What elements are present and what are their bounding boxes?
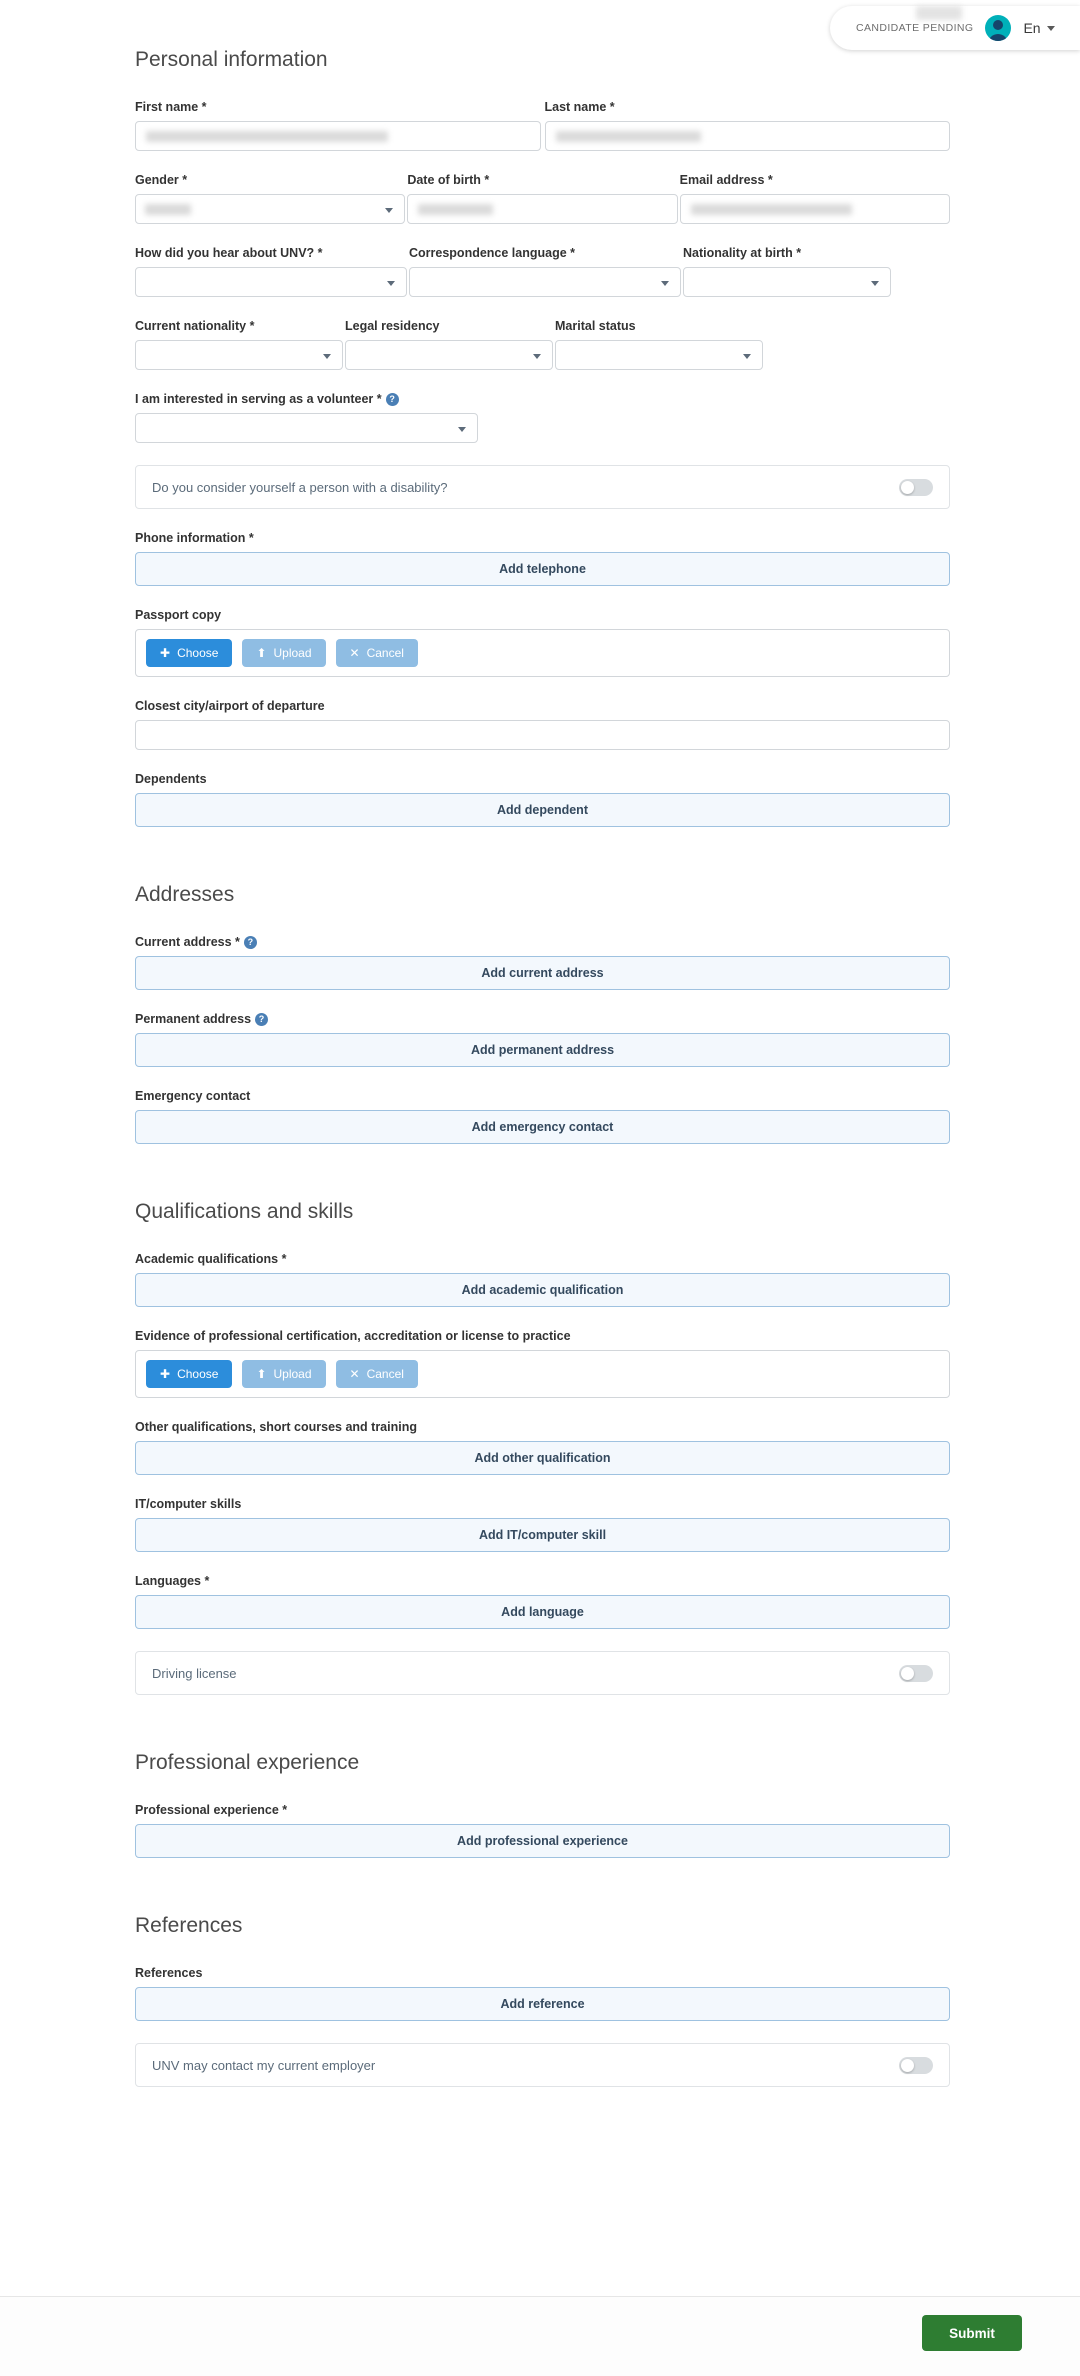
passport-upload-box xyxy=(135,629,950,677)
field-first-name xyxy=(135,100,541,151)
add-dependent-button[interactable]: Add dependent xyxy=(135,793,950,827)
marital-status-label: Marital status xyxy=(555,319,636,333)
driving-license-switch[interactable] xyxy=(899,1665,933,1682)
last-name-input[interactable] xyxy=(545,121,951,151)
footer-bar xyxy=(0,2296,1080,2376)
certification-upload-box xyxy=(135,1350,950,1398)
field-current-nationality xyxy=(135,319,343,370)
top-bar xyxy=(0,0,1080,48)
passport-upload-label: Upload xyxy=(273,646,312,660)
certification-upload-button[interactable] xyxy=(242,1360,325,1388)
row-gender-dob-email xyxy=(135,173,950,224)
date-of-birth-label: Date of birth * xyxy=(407,173,490,187)
contact-employer-label: UNV may contact my current employer xyxy=(152,2057,376,2073)
hear-about-label: How did you hear about UNV? * xyxy=(135,246,323,260)
current-address-text: Current address * xyxy=(135,935,240,949)
field-dob xyxy=(407,173,677,224)
dependents-label: Dependents xyxy=(135,772,207,786)
language-label: En xyxy=(1023,20,1041,36)
volunteer-interest-label xyxy=(135,392,478,406)
phone-information-label: Phone information * xyxy=(135,531,254,545)
references-label: References xyxy=(135,1966,203,1980)
passport-choose-label: Choose xyxy=(177,646,219,660)
driving-license-label: Driving license xyxy=(152,1665,237,1681)
current-nationality-select[interactable] xyxy=(135,340,343,370)
help-icon[interactable]: ? xyxy=(244,936,257,949)
volunteer-interest-text: I am interested in serving as a volunteer * xyxy=(135,392,382,406)
row-volunteer-interest xyxy=(135,392,950,443)
contact-employer-switch[interactable] xyxy=(899,2057,933,2074)
permanent-address-label xyxy=(135,1012,950,1026)
add-it-skill-button[interactable]: Add IT/computer skill xyxy=(135,1518,950,1552)
marital-status-select[interactable] xyxy=(555,340,763,370)
nationality-at-birth-select[interactable] xyxy=(683,267,891,297)
professional-experience-label: Professional experience * xyxy=(135,1803,288,1817)
field-email xyxy=(680,173,950,224)
user-name-blurred xyxy=(916,6,962,20)
legal-residency-label: Legal residency xyxy=(345,319,440,333)
candidate-status-label: CANDIDATE PENDING xyxy=(856,22,974,34)
close-icon: ✕ xyxy=(349,646,360,660)
add-academic-qualification-button[interactable]: Add academic qualification xyxy=(135,1273,950,1307)
application-form xyxy=(0,48,1080,2161)
volunteer-interest-select[interactable] xyxy=(135,413,478,443)
nationality-at-birth-label: Nationality at birth * xyxy=(683,246,802,260)
disability-toggle-label: Do you consider yourself a person with a disability? xyxy=(152,479,448,495)
submit-button[interactable]: Submit xyxy=(922,2315,1022,2351)
plus-icon: ✚ xyxy=(160,1367,171,1381)
driving-license-toggle-row[interactable] xyxy=(135,1651,950,1695)
passport-upload-button[interactable] xyxy=(242,639,325,667)
last-name-label: Last name * xyxy=(544,100,615,114)
row-nationality-residency-marital xyxy=(135,319,950,370)
current-nationality-label: Current nationality * xyxy=(135,319,255,333)
upload-icon: ⬆ xyxy=(256,1367,267,1381)
add-emergency-contact-button[interactable]: Add emergency contact xyxy=(135,1110,950,1144)
closest-city-label: Closest city/airport of departure xyxy=(135,699,325,713)
legal-residency-select[interactable] xyxy=(345,340,553,370)
add-reference-button[interactable]: Add reference xyxy=(135,1987,950,2021)
field-marital-status xyxy=(555,319,763,370)
permanent-address-text: Permanent address xyxy=(135,1012,252,1026)
field-correspondence-language xyxy=(409,246,681,297)
avatar[interactable] xyxy=(985,15,1011,41)
field-nationality-at-birth xyxy=(683,246,891,297)
row-hear-lang-nationality xyxy=(135,246,950,297)
certification-choose-label: Choose xyxy=(177,1367,219,1381)
certification-cancel-button[interactable] xyxy=(336,1360,418,1388)
add-other-qualification-button[interactable]: Add other qualification xyxy=(135,1441,950,1475)
add-language-button[interactable]: Add language xyxy=(135,1595,950,1629)
date-of-birth-input[interactable] xyxy=(407,194,677,224)
field-volunteer-interest xyxy=(135,392,478,443)
row-name xyxy=(135,100,950,151)
plus-icon: ✚ xyxy=(160,646,171,660)
section-title-references: References xyxy=(135,1914,243,1937)
help-icon[interactable]: ? xyxy=(255,1013,268,1026)
field-last-name xyxy=(545,100,951,151)
academic-qualifications-label: Academic qualifications * xyxy=(135,1252,287,1266)
passport-cancel-label: Cancel xyxy=(366,646,404,660)
upload-icon: ⬆ xyxy=(256,646,267,660)
passport-choose-button[interactable] xyxy=(146,639,232,667)
close-icon: ✕ xyxy=(349,1367,360,1381)
hear-about-select[interactable] xyxy=(135,267,407,297)
add-professional-experience-button[interactable]: Add professional experience xyxy=(135,1824,950,1858)
gender-select[interactable] xyxy=(135,194,405,224)
field-hear-about xyxy=(135,246,407,297)
other-qualifications-label: Other qualifications, short courses and training xyxy=(135,1420,417,1434)
correspondence-language-label: Correspondence language * xyxy=(409,246,576,260)
field-gender xyxy=(135,173,405,224)
emergency-contact-label: Emergency contact xyxy=(135,1089,251,1103)
section-title-personal: Personal information xyxy=(135,48,328,71)
language-selector[interactable] xyxy=(1023,20,1054,36)
section-title-qualifications: Qualifications and skills xyxy=(135,1200,354,1223)
passport-cancel-button[interactable] xyxy=(336,639,418,667)
add-permanent-address-button[interactable]: Add permanent address xyxy=(135,1033,950,1067)
certification-cancel-label: Cancel xyxy=(366,1367,404,1381)
help-icon[interactable]: ? xyxy=(386,393,399,406)
correspondence-language-select[interactable] xyxy=(409,267,681,297)
first-name-input[interactable] xyxy=(135,121,541,151)
section-title-addresses: Addresses xyxy=(135,883,235,906)
languages-label: Languages * xyxy=(135,1574,210,1588)
first-name-label: First name * xyxy=(135,100,207,114)
field-legal-residency xyxy=(345,319,553,370)
chevron-down-icon xyxy=(1047,26,1055,31)
gender-label: Gender * xyxy=(135,173,188,187)
email-input[interactable] xyxy=(680,194,950,224)
disability-toggle-switch[interactable] xyxy=(899,479,933,496)
certification-choose-button[interactable] xyxy=(146,1360,232,1388)
add-current-address-button[interactable]: Add current address xyxy=(135,956,950,990)
contact-employer-toggle-row[interactable] xyxy=(135,2043,950,2087)
add-telephone-button[interactable]: Add telephone xyxy=(135,552,950,586)
certification-upload-label: Upload xyxy=(273,1367,312,1381)
closest-city-input[interactable] xyxy=(135,720,950,750)
passport-copy-label: Passport copy xyxy=(135,608,222,622)
evidence-certification-label: Evidence of professional certification, accreditation or license to practice xyxy=(135,1329,571,1343)
it-skills-label: IT/computer skills xyxy=(135,1497,242,1511)
current-address-label xyxy=(135,935,950,949)
email-label: Email address * xyxy=(679,173,773,187)
section-title-professional: Professional experience xyxy=(135,1751,360,1774)
disability-toggle-row[interactable] xyxy=(135,465,950,509)
user-status-pill[interactable] xyxy=(830,6,1080,50)
